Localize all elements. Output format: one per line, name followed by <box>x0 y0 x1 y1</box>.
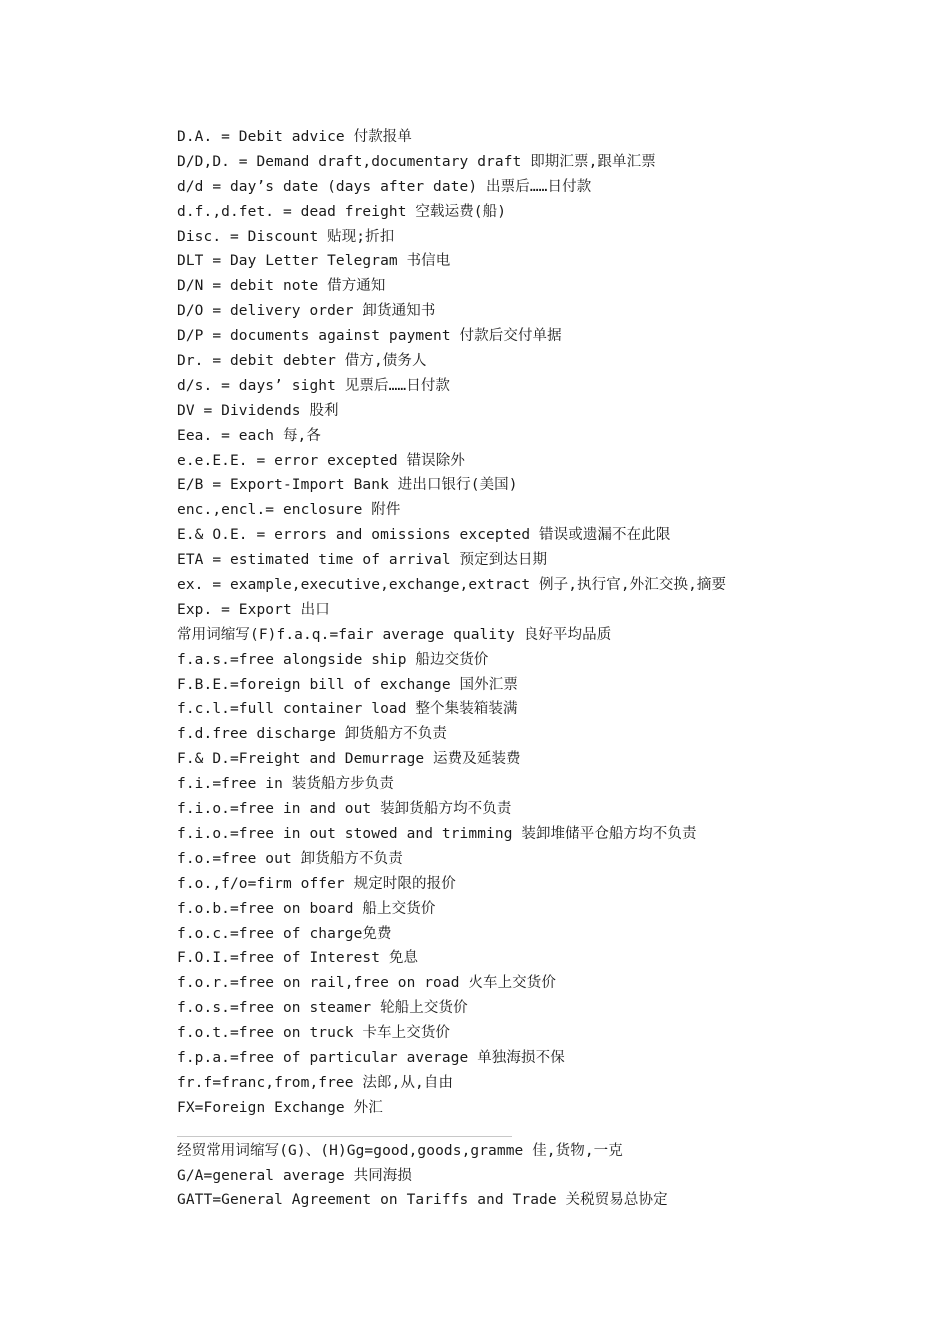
abbreviation-entry: enc.,encl.= enclosure 附件 <box>177 502 401 519</box>
abbreviation-entry: e.e.E.E. = error excepted 错误除外 <box>177 452 465 469</box>
abbreviation-entry: DV = Dividends 股利 <box>177 402 339 419</box>
abbreviation-entry: d/s. = days’ sight 见票后……日付款 <box>177 377 451 394</box>
abbreviation-entry: f.o.b.=free on board 船上交货价 <box>177 900 436 917</box>
abbreviation-entry: 常用词缩写(F)f.a.q.=fair average quality 良好平均品质 <box>177 626 612 643</box>
abbreviation-entry: Exp. = Export 出口 <box>177 601 330 618</box>
abbreviation-entry: E/B = Export-Import Bank 进出口银行(美国) <box>177 477 518 494</box>
abbreviation-entry: Eea. = each 每,各 <box>177 427 321 444</box>
abbreviation-entry: F.B.E.=foreign bill of exchange 国外汇票 <box>177 676 518 693</box>
abbreviation-list-d-to-f <box>177 125 917 1121</box>
abbreviation-entry: fr.f=franc,from,free 法郎,从,自由 <box>177 1074 454 1091</box>
abbreviation-entry: E.& O.E. = errors and omissions excepted 错误或遗漏不在此限 <box>177 527 671 544</box>
abbreviation-entry: f.o.=free out 卸货船方不负责 <box>177 850 403 867</box>
abbreviation-entry: f.i.o.=free in and out 装卸货船方均不负责 <box>177 801 512 818</box>
abbreviation-entry: f.o.,f/o=firm offer 规定时限的报价 <box>177 875 456 892</box>
abbreviation-entry: f.a.s.=free alongside ship 船边交货价 <box>177 651 489 668</box>
abbreviation-entry: GATT=General Agreement on Tariffs and Trade 关税贸易总协定 <box>177 1192 668 1209</box>
abbreviation-entry: D/O = delivery order 卸货通知书 <box>177 303 436 320</box>
abbreviation-entry: DLT = Day Letter Telegram 书信电 <box>177 253 451 270</box>
abbreviation-entry: d/d = day’s date (days after date) 出票后……日付款 <box>177 178 592 195</box>
abbreviation-entry: D.A. = Debit advice 付款报单 <box>177 129 412 145</box>
abbreviation-entry: D/P = documents against payment 付款后交付单据 <box>177 328 562 345</box>
abbreviation-entry: G/A=general average 共同海损 <box>177 1167 412 1184</box>
section-divider <box>177 1136 512 1137</box>
abbreviation-entry: F.O.I.=free of Interest 免息 <box>177 950 419 967</box>
abbreviation-entry: d.f.,d.fet. = dead freight 空载运费(船) <box>177 203 507 220</box>
abbreviation-entry: F.& D.=Freight and Demurrage 运费及延装费 <box>177 751 521 768</box>
abbreviation-entry: f.c.l.=full container load 整个集装箱装满 <box>177 701 518 718</box>
abbreviation-entry: f.d.free discharge 卸货船方不负责 <box>177 726 447 743</box>
abbreviation-entry: ETA = estimated time of arrival 预定到达日期 <box>177 552 548 569</box>
abbreviation-entry: D/D,D. = Demand draft,documentary draft 即期汇票,跟单汇票 <box>177 153 656 170</box>
abbreviation-entry: D/N = debit note 借方通知 <box>177 278 386 295</box>
abbreviation-list-g-h <box>177 1139 917 1214</box>
abbreviation-entry: f.p.a.=free of particular average 单独海损不保 <box>177 1049 565 1066</box>
abbreviation-entry: FX=Foreign Exchange 外汇 <box>177 1099 383 1116</box>
abbreviation-entry: f.i.o.=free in out stowed and trimming 装卸堆储平仓船方均不负责 <box>177 825 697 842</box>
document-body <box>177 125 917 1213</box>
abbreviation-entry: Dr. = debit debter 借方,债务人 <box>177 353 427 370</box>
abbreviation-entry: f.o.s.=free on steamer 轮船上交货价 <box>177 1000 468 1017</box>
abbreviation-entry: 经贸常用词缩写(G)、(H)Gg=good,goods,gramme 佳,货物,一克 <box>177 1142 623 1159</box>
abbreviation-entry: f.o.c.=free of charge免费 <box>177 925 392 942</box>
abbreviation-entry: f.o.r.=free on rail,free on road 火车上交货价 <box>177 975 556 992</box>
abbreviation-entry: f.i.=free in 装货船方步负责 <box>177 776 394 793</box>
abbreviation-entry: Disc. = Discount 贴现;折扣 <box>177 228 395 245</box>
abbreviation-entry: f.o.t.=free on truck 卡车上交货价 <box>177 1025 451 1042</box>
abbreviation-entry: ex. = example,executive,exchange,extract 例子,执行官,外汇交换,摘要 <box>177 577 727 594</box>
